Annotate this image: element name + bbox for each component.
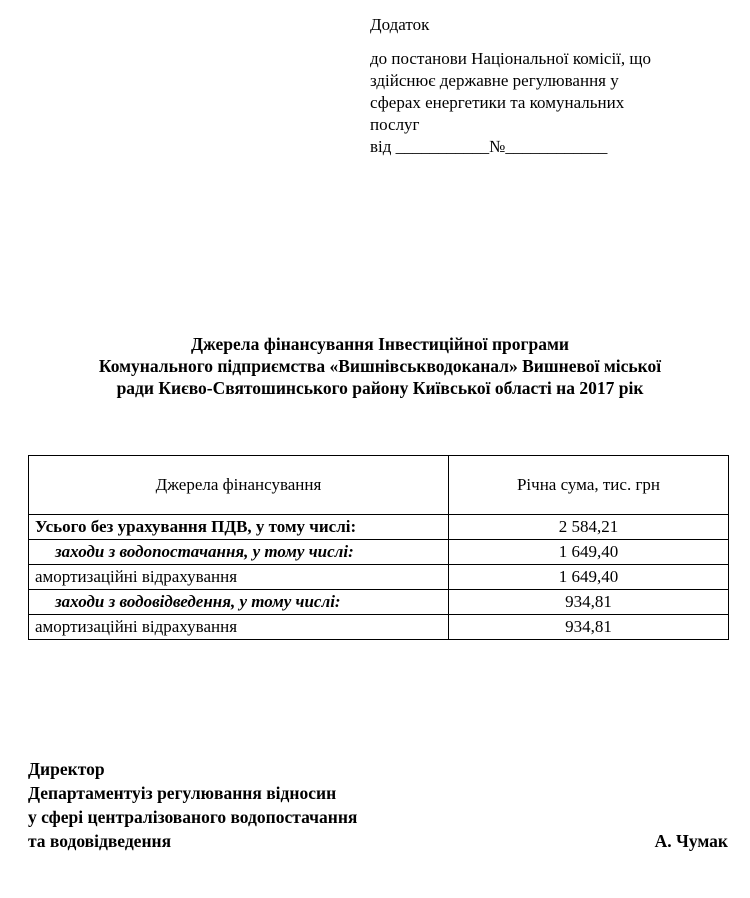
row-label: амортизаційні відрахування: [29, 565, 449, 590]
table-row: [29, 615, 729, 640]
appendix-heading: Додаток: [370, 15, 430, 34]
table-header-row: [29, 456, 729, 515]
appendix-line: до постанови Національної комісії, що: [370, 49, 651, 68]
table-row: [29, 515, 729, 540]
column-header-annual-sum: Річна сума, тис. грн: [449, 456, 729, 515]
row-value: 1 649,40: [449, 565, 729, 590]
title-line: Джерела фінансування Інвестиційної програми: [191, 334, 569, 354]
funding-sources-table: [28, 455, 729, 640]
row-value: 934,81: [449, 590, 729, 615]
table-row: [29, 565, 729, 590]
appendix-line: сферах енергетики та комунальних: [370, 93, 625, 112]
appendix-line: послуг: [370, 115, 420, 134]
signature-position-line: та водовідведення: [28, 831, 172, 851]
appendix-line: здійснює державне регулювання у: [370, 71, 619, 90]
title-line: Комунального підприємства «Вишнівськводоканал» Вишневої міської: [98, 356, 662, 376]
row-label: амортизаційні відрахування: [29, 615, 449, 640]
row-value: 2 584,21: [449, 515, 729, 540]
row-label: Усього без урахування ПДВ, у тому числі:: [29, 515, 449, 540]
table-row: [29, 590, 729, 615]
row-label: заходи з водопостачання, у тому числі:: [29, 540, 449, 565]
signature-position-line: Директор: [28, 759, 105, 779]
row-value: 934,81: [449, 615, 729, 640]
column-header-sources: Джерела фінансування: [29, 456, 449, 515]
signature-position-line: у сфері централізованого водопостачання: [28, 807, 358, 827]
document-title: [30, 333, 730, 399]
signature-position-line: Департаментуіз регулювання відносин: [28, 783, 337, 803]
signer-name: А. Чумак: [654, 831, 728, 851]
appendix-date-number-line: від ___________№____________: [370, 137, 608, 156]
title-line: ради Києво-Святошинського району Київської області на 2017 рік: [116, 378, 644, 398]
row-value: 1 649,40: [449, 540, 729, 565]
row-label: заходи з водовідведення, у тому числі:: [29, 590, 449, 615]
table-row: [29, 540, 729, 565]
appendix-block: [370, 14, 730, 158]
signature-block: [28, 757, 728, 853]
